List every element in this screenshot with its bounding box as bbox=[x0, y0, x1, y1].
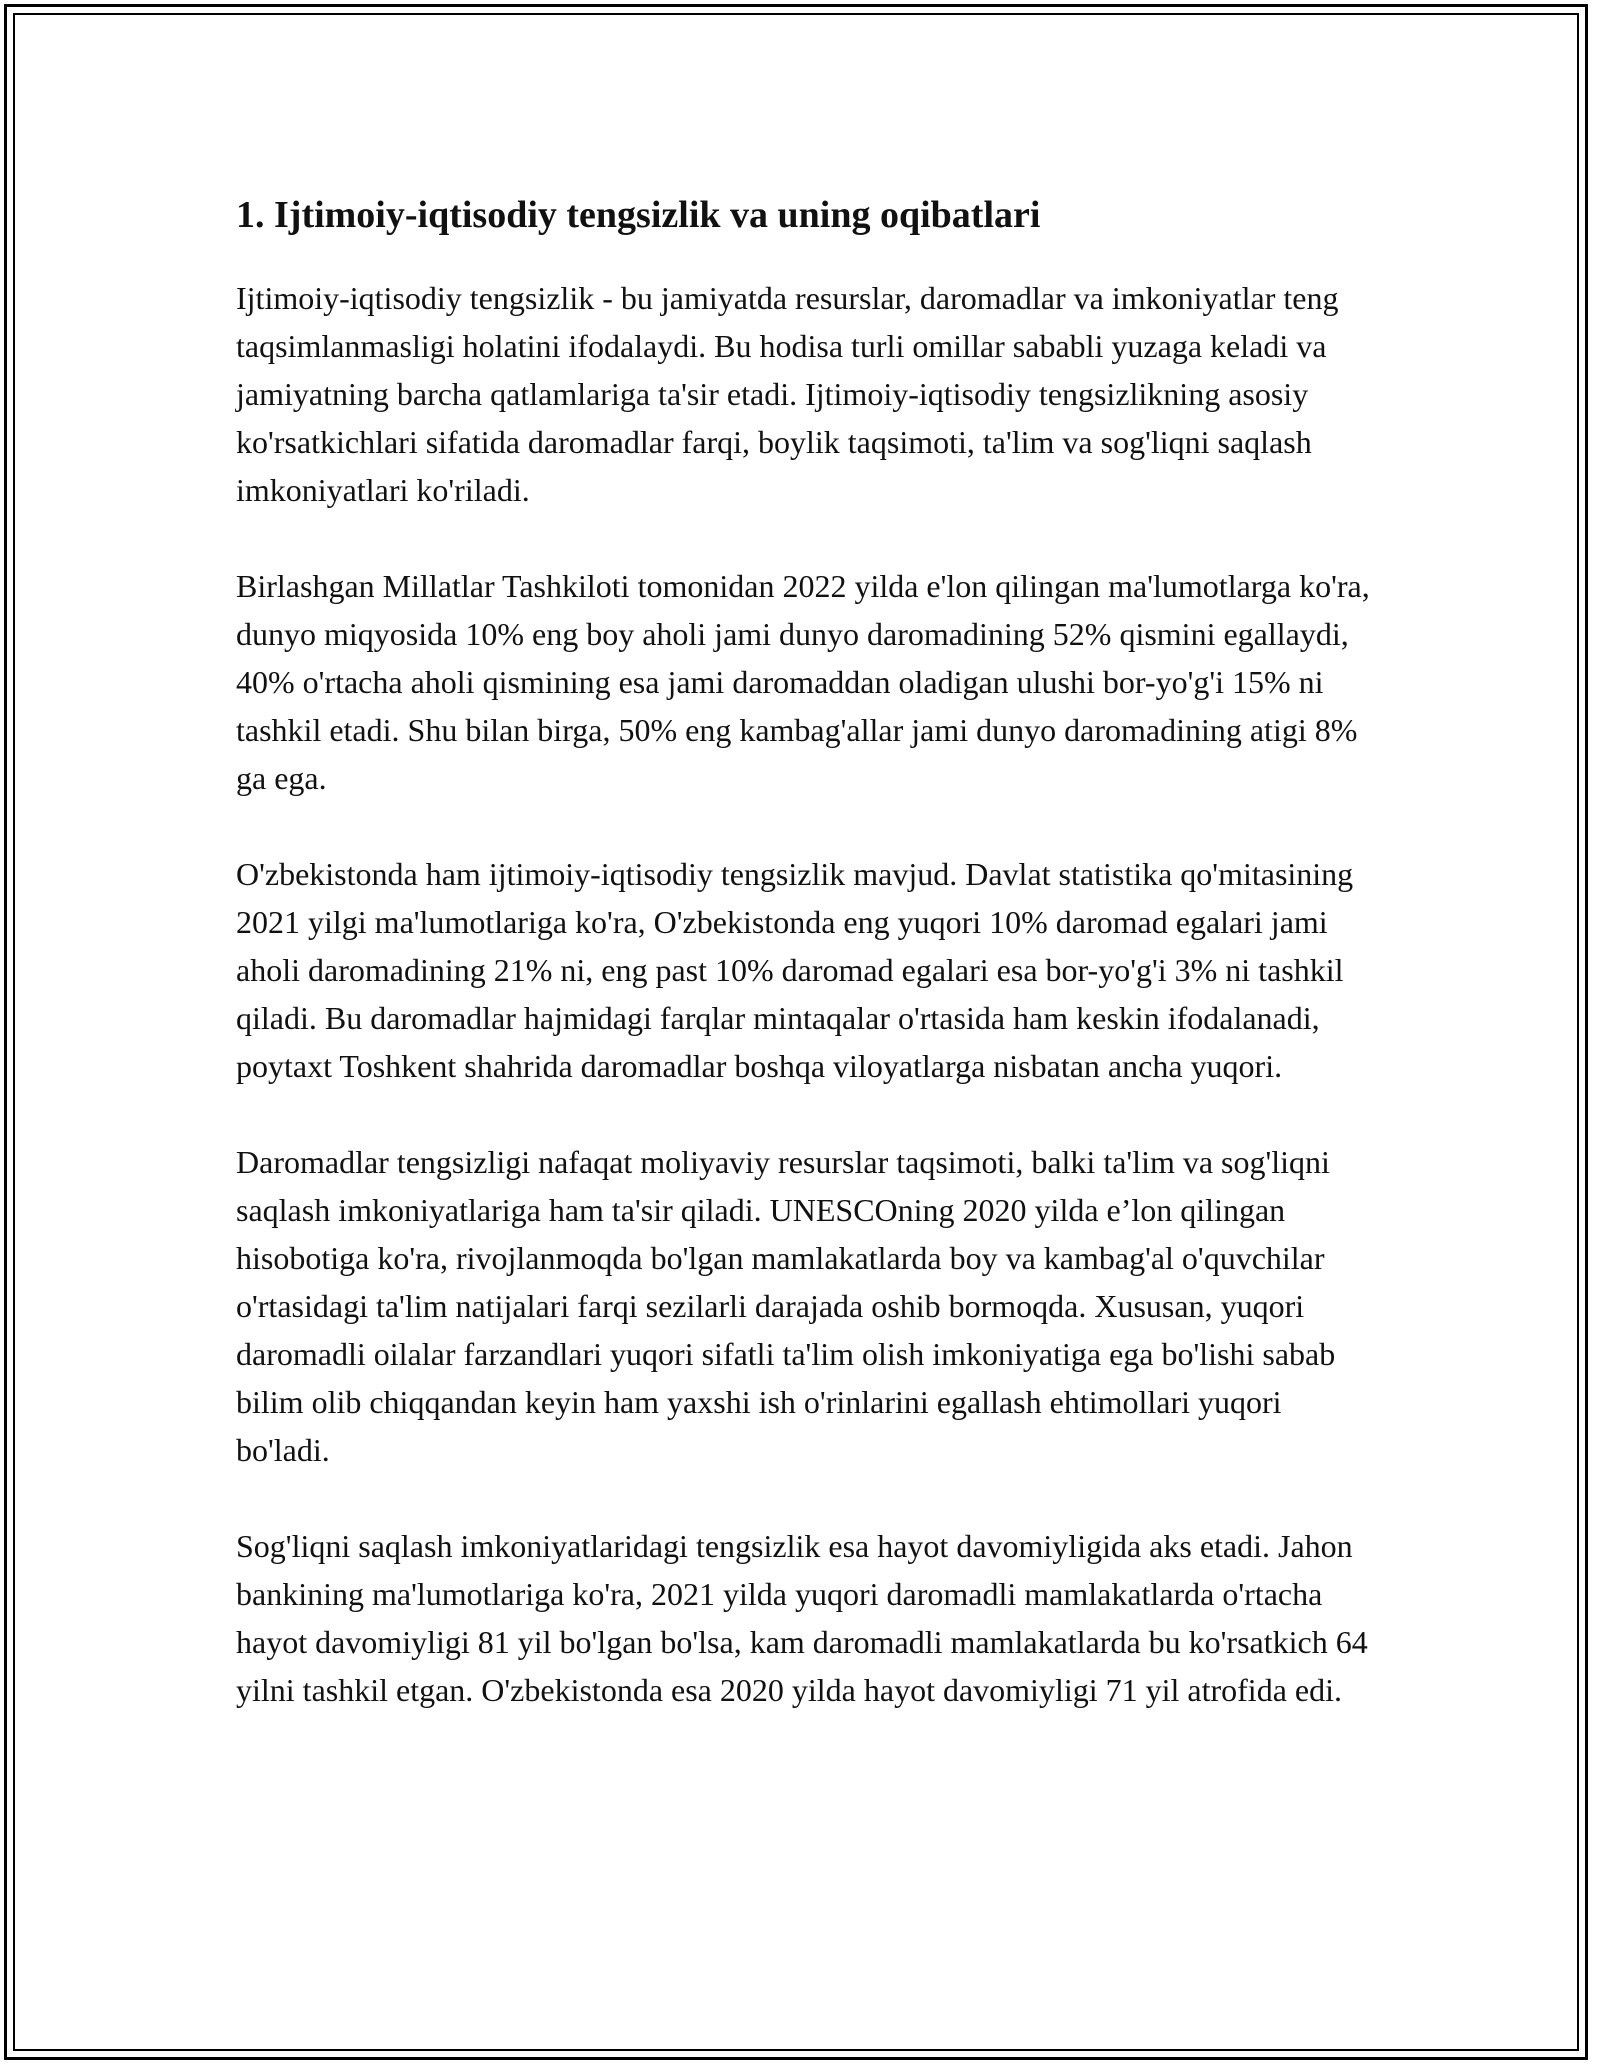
section-heading: 1. Ijtimoiy-iqtisodiy tengsizlik va uning oqibatlari bbox=[236, 194, 1041, 236]
document-body bbox=[236, 188, 1376, 1762]
paragraph-uzbekistan: O'zbekistonda ham ijtimoiy-iqtisodiy tengsizlik mavjud. Davlat statistika qo'mitasining 2021 yilgi ma'lumotlariga ko'ra, O'zbekistonda eng yuqori 10% daromad egalari jami aholi daromadining 21% ni, eng past 10% daromad egalari esa bor-yo'g'i 3% ni tashkil qiladi. Bu daromadlar hajmidagi farqlar mintaqalar o'rtasida ham keskin ifodalanadi, poytaxt Toshkent shahrida daromadlar boshqa viloyatlarga nisbatan ancha yuqori. bbox=[236, 856, 1354, 1084]
paragraph-intro: Ijtimoiy-iqtisodiy tengsizlik - bu jamiyatda resurslar, daromadlar va imkoniyatlar teng taqsimlanmasligi holatini ifodalaydi. Bu hodisa turli omillar sababli yuzaga keladi va jamiyatning barcha qatlamlariga ta'sir etadi. Ijtimoiy-iqtisodiy tengsizlikning asosiy ko'rsatkichlari sifatida daromadlar farqi, boylik taqsimoti, ta'lim va sog'liqni saqlash imkoniyatlari ko'riladi. bbox=[236, 280, 1339, 508]
paragraph-un-data: Birlashgan Millatlar Tashkiloti tomonidan 2022 yilda e'lon qilingan ma'lumotlarga ko'ra, dunyo miqyosida 10% eng boy aholi jami dunyo daromadining 52% qismini egallaydi, 40% o'rtacha aholi qismining esa jami daromaddan oladigan ulushi bor-yo'g'i 15% ni tashkil etadi. Shu bilan birga, 50% eng kambag'allar jami dunyo daromadining atigi 8% ga ega. bbox=[236, 568, 1370, 796]
paragraph-education: Daromadlar tengsizligi nafaqat moliyaviy resurslar taqsimoti, balki ta'lim va sog'liqni saqlash imkoniyatlariga ham ta'sir qiladi. UNESCOning 2020 yilda e’lon qilingan hisobotiga ko'ra, rivojlanmoqda bo'lgan mamlakatlarda boy va kambag'al o'quvchilar o'rtasidagi ta'lim natijalari farqi sezilarli darajada oshib bormoqda. Xususan, yuqori daromadli oilalar farzandlari yuqori sifatli ta'lim olish imkoniyatiga ega bo'lishi sabab bilim olib chiqqandan keyin ham yaxshi ish o'rinlarini egallash ehtimollari yuqori bo'ladi. bbox=[236, 1144, 1336, 1468]
paragraph-health: Sog'liqni saqlash imkoniyatlaridagi tengsizlik esa hayot davomiyligida aks etadi. Jahon bankining ma'lumotlariga ko'ra, 2021 yilda yuqori daromadli mamlakatlarda o'rtacha hayot davomiyligi 81 yil bo'lgan bo'lsa, kam daromadli mamlakatlarda bu ko'rsatkich 64 yilni tashkil etgan. O'zbekistonda esa 2020 yilda hayot davomiyligi 71 yil atrofida edi. bbox=[236, 1528, 1368, 1708]
